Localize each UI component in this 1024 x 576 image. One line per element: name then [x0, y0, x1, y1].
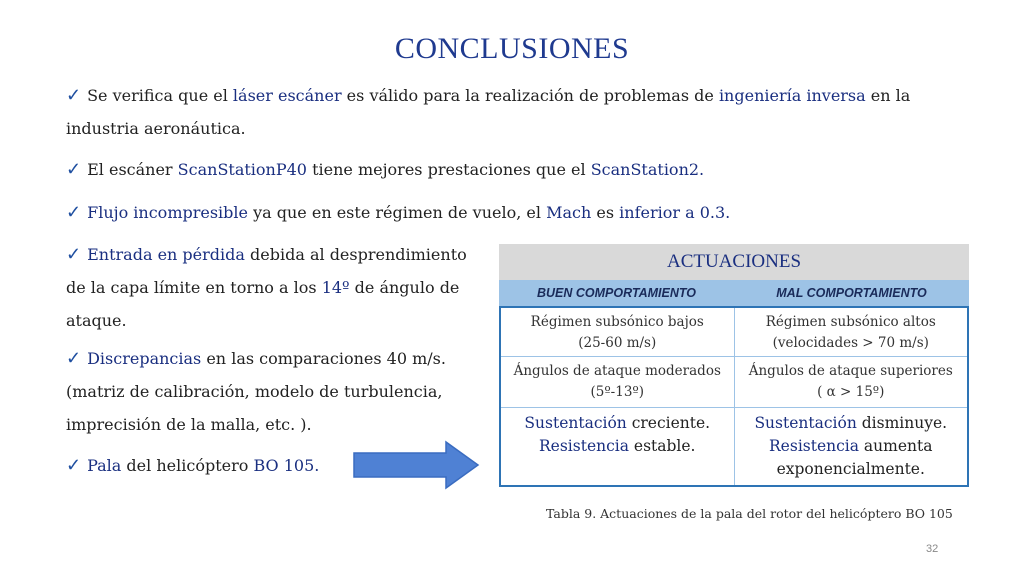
table-row	[501, 308, 967, 357]
table-cell	[501, 408, 734, 485]
bullet-text	[87, 203, 730, 222]
text-run: ya que en este régimen de vuelo, el	[248, 203, 547, 222]
check-icon: ✓	[66, 348, 82, 369]
column-header-bad: MAL COMPORTAMIENTO	[776, 286, 927, 300]
check-icon: ✓	[66, 244, 82, 265]
highlight-text: láser escáner	[232, 86, 342, 105]
highlight-text: 14º	[321, 278, 350, 297]
text-run: es válido para la realización de problemas de	[341, 86, 719, 105]
table-cell: Régimen subsónico altos (velocidades > 70 m/s)	[734, 308, 968, 356]
table-cell	[734, 408, 968, 485]
highlight-text: Entrada en pérdida	[87, 245, 245, 264]
highlight-text: Sustentación	[524, 414, 627, 432]
text-run: es	[591, 203, 620, 222]
text-run: creciente.	[631, 414, 711, 432]
check-icon: ✓	[66, 455, 82, 476]
highlight-text: Sustentación	[754, 414, 857, 432]
highlight-text: ScanStation2.	[590, 160, 705, 179]
table-cell: Ángulos de ataque moderados (5º-13º)	[513, 363, 721, 400]
text-run: del helicóptero	[121, 456, 254, 475]
table-title: ACTUACIONES	[499, 244, 969, 280]
highlight-text: Flujo incompresible	[87, 203, 248, 222]
actuaciones-table	[499, 244, 969, 487]
text-run: estable.	[628, 437, 696, 455]
text-run: en las comparaciones 40 m/s. (matriz de calibración, modelo de turbulencia, imprecisión de la malla, etc. ).	[66, 349, 446, 434]
highlight-text: Pala	[87, 456, 122, 475]
slide-title: CONCLUSIONES	[394, 32, 630, 65]
table-cell: Ángulos de ataque superiores ( α > 15º)	[734, 357, 968, 407]
highlight-text: Discrepancias	[87, 349, 202, 368]
table-caption: Tabla 9. Actuaciones de la pala del rotor del helicóptero BO 105	[546, 506, 953, 521]
column-header-good: BUEN COMPORTAMIENTO	[536, 286, 697, 300]
bullet-laser-scanner	[66, 79, 946, 145]
text-run: en la industria aeronáutica.	[66, 86, 911, 138]
highlight-text: inferior a 0.3.	[619, 203, 731, 222]
check-icon: ✓	[66, 159, 82, 180]
highlight-text: ingeniería inversa	[718, 86, 866, 105]
bullet-text	[66, 245, 467, 330]
bullet-text	[66, 349, 446, 434]
highlight-text: Mach	[546, 203, 592, 222]
table-body	[499, 306, 969, 487]
text-run: debida al desprendimiento de la capa límite en torno a los	[66, 245, 467, 297]
right-arrow-icon	[352, 440, 480, 490]
text-run: tiene mejores prestaciones que el	[306, 160, 591, 179]
highlight-text: Resistencia	[539, 437, 629, 455]
check-icon: ✓	[66, 85, 82, 106]
bullet-discrepancias	[66, 342, 486, 441]
table-row	[501, 408, 967, 485]
bullet-flujo	[66, 196, 946, 229]
check-icon: ✓	[66, 202, 82, 223]
highlight-text: Resistencia	[769, 437, 859, 455]
text-run: aumenta exponencialmente.	[776, 437, 933, 478]
table-column-headers	[499, 280, 969, 306]
text-run: El escáner	[87, 160, 178, 179]
highlight-text: ScanStationP40	[177, 160, 307, 179]
bullet-text	[87, 456, 319, 475]
text-run: disminuye.	[861, 414, 948, 432]
text-run: Se verifica que el	[87, 86, 233, 105]
bullet-text	[87, 160, 704, 179]
bullet-scanstation	[66, 153, 946, 186]
bullet-entrada-perdida	[66, 238, 486, 337]
table-row	[501, 357, 967, 408]
highlight-text: BO 105.	[253, 456, 320, 475]
text-run: de ángulo de ataque.	[66, 278, 460, 330]
table-cell: Régimen subsónico bajos (25-60 m/s)	[530, 314, 704, 351]
page-number: 32	[926, 543, 939, 555]
bullet-text	[66, 86, 910, 138]
